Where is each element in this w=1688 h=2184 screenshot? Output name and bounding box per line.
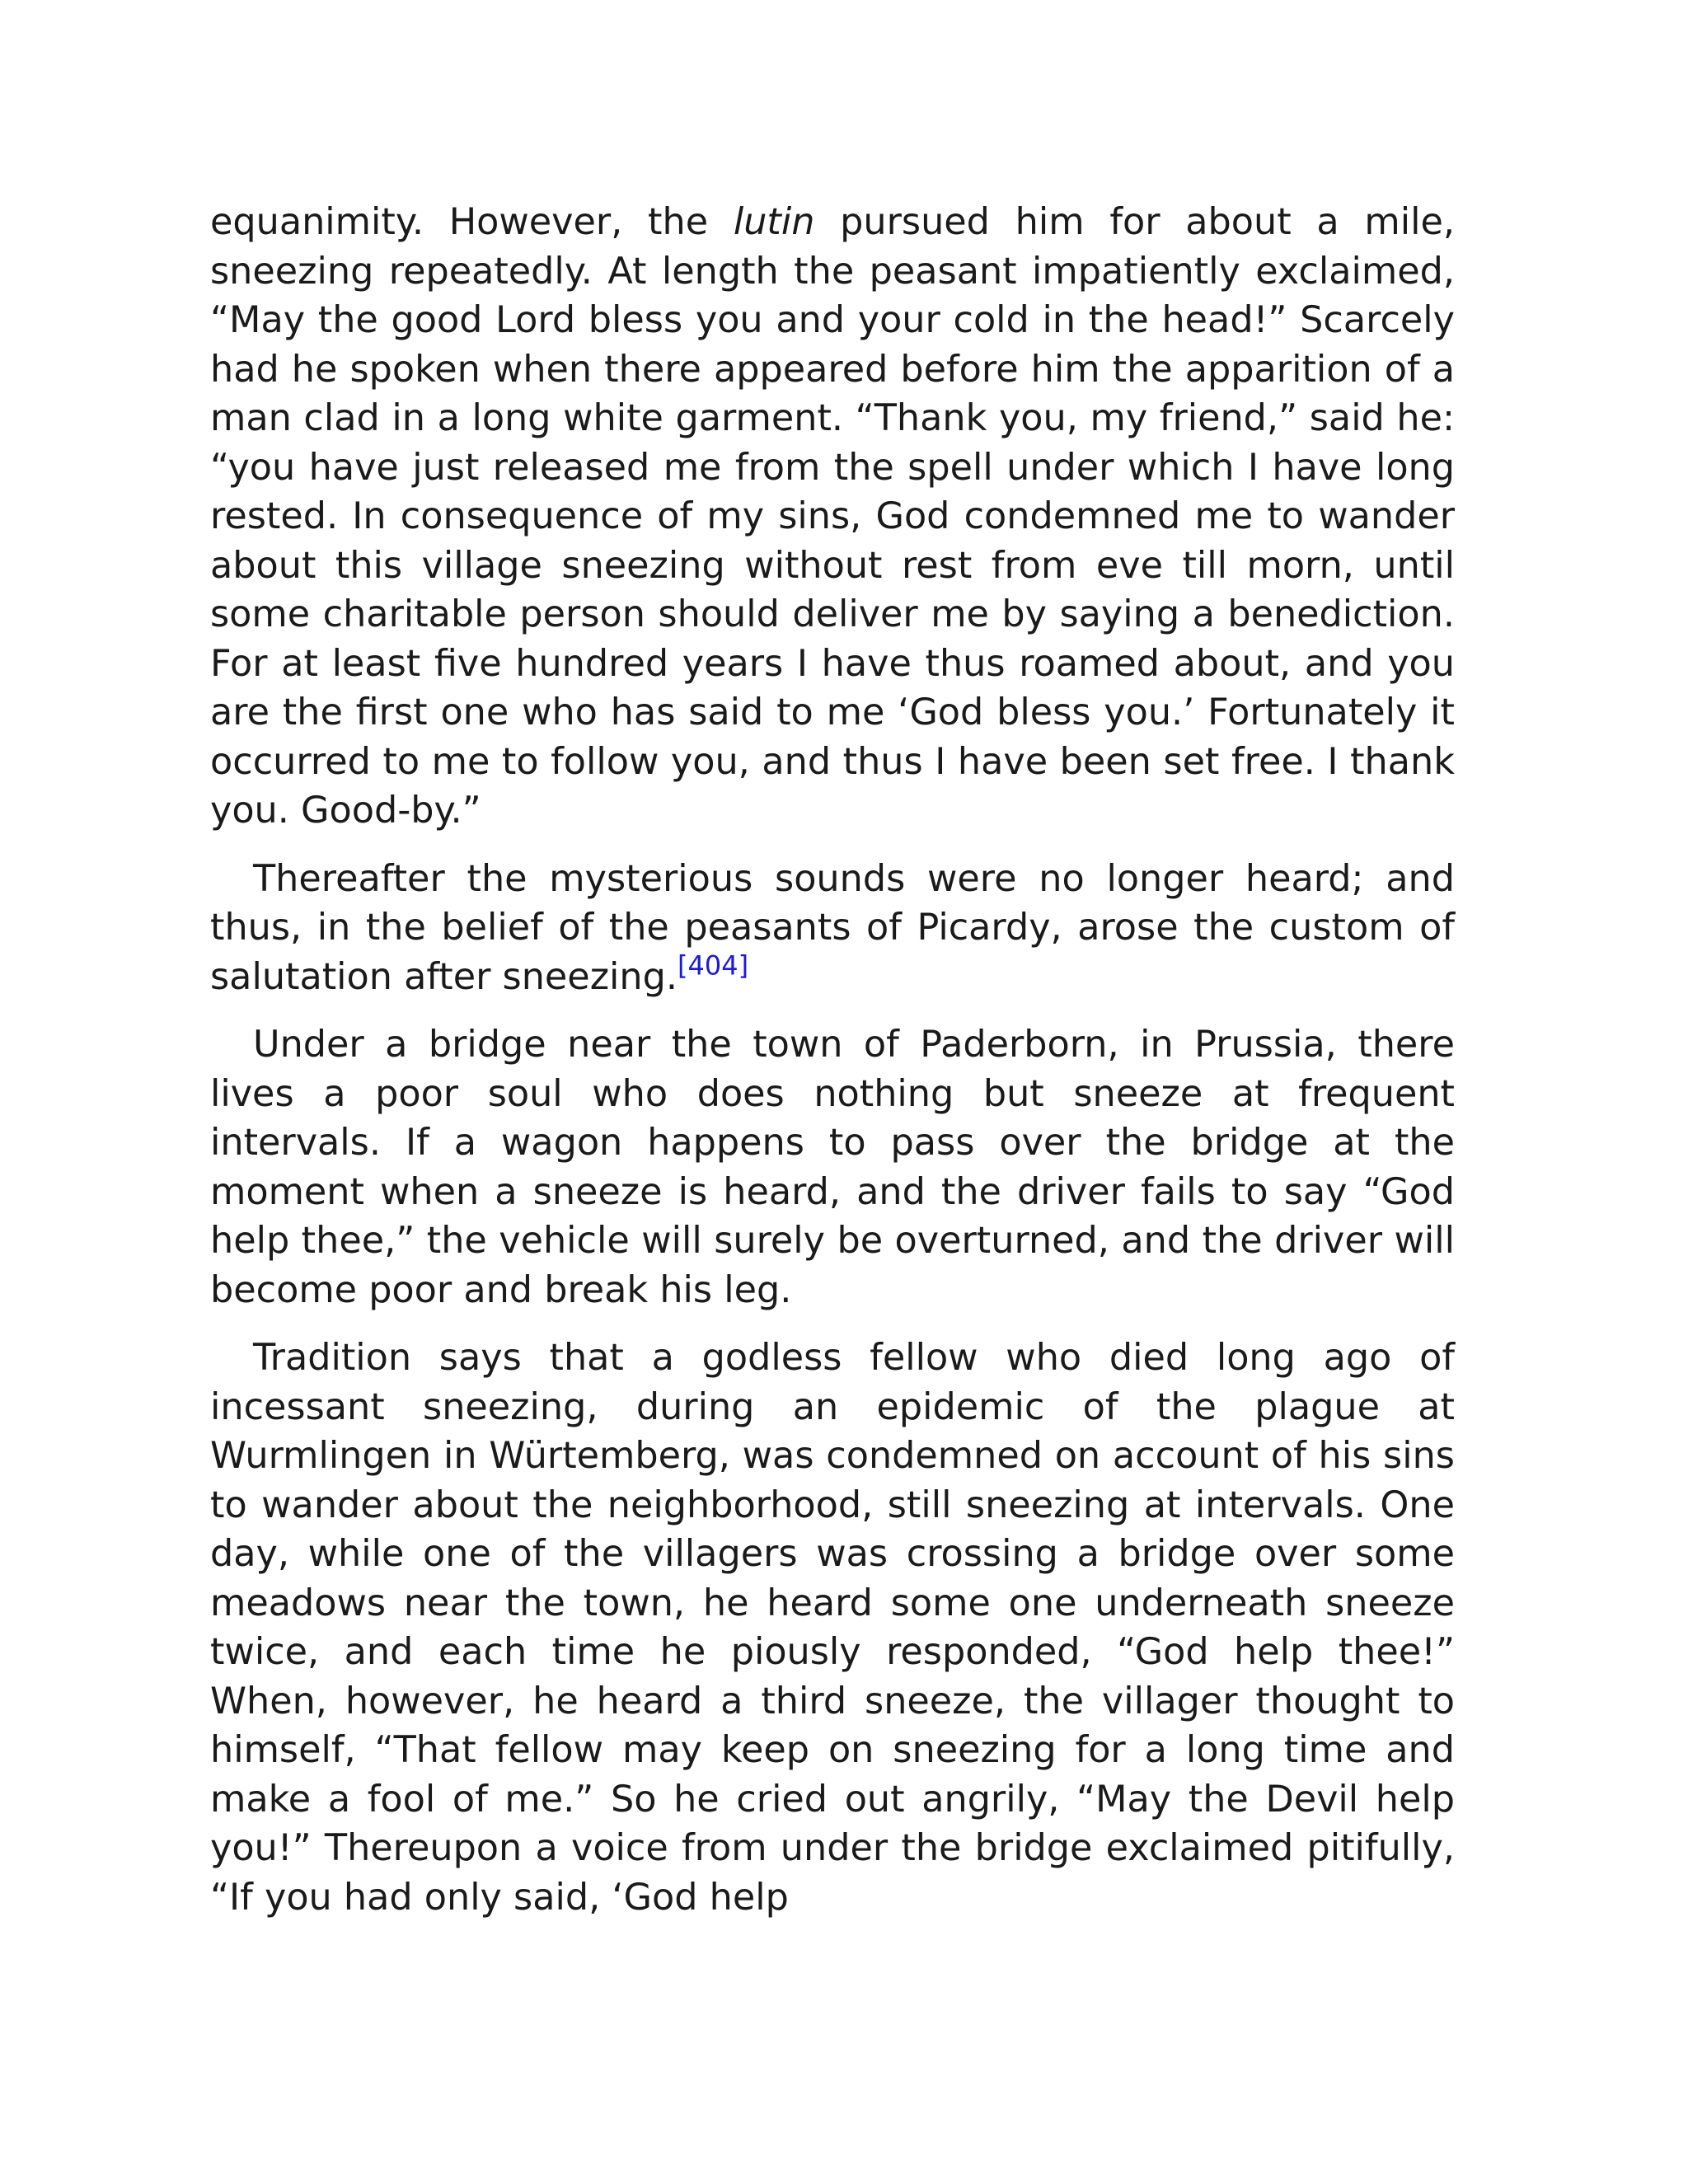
italic-term-lutin: lutin bbox=[733, 201, 815, 243]
paragraph-text: Thereafter the mysterious sounds were no longer heard; and thus, in the belief of the peasants of Picardy, arose the custom of salutation after sneezing. bbox=[210, 857, 1455, 998]
paragraph-text: Under a bridge near the town of Paderborn, in Prussia, there lives a poor soul who does nothing but sneeze at frequent intervals. If a wagon happens to pass over the bridge at the moment when a sneeze is heard, and the driver fails to say “God help thee,” the vehicle will surely be overturned, and the driver will become poor and break his leg. bbox=[210, 1024, 1455, 1311]
paragraph-paderborn-bridge bbox=[210, 1020, 1455, 1315]
footnote-link-404[interactable]: [404] bbox=[678, 949, 749, 981]
paragraph-text: Tradition says that a godless fellow who died long ago of incessant sneezing, during an epidemic of the plague at Wurmlingen in Würtemberg, was condemned on account of his sins to wander about the neighborhood, still sneezing at intervals. One day, while one of the villagers was crossing a bridge over some meadows near the town, he heard some one underneath sneeze twice, and each time he piously responded, “God help thee!” When, however, he heard a third sneeze, the villager thought to himself, “That fellow may keep on sneezing for a long time and make a fool of me.” So he cried out angrily, “May the Devil help you!” Thereupon a voice from under the bridge exclaimed pitifully, “If you had only said, ‘God help bbox=[210, 1337, 1455, 1919]
paragraph-wurmlingen-tradition bbox=[210, 1333, 1455, 1922]
page-body bbox=[210, 198, 1455, 1941]
paragraph-text: equanimity. However, the bbox=[210, 201, 734, 243]
paragraph-text: pursued him for about a mile, sneezing repeatedly. At length the peasant impatiently exclaimed, “May the good Lord bless you and your cold in the head!” Scarcely had he spoken when there appeared before him the apparition of a man clad in a long white garment. “Thank you, my friend,” said he: “you have just released me from the spell under which I have long rested. In consequence of my sins, God condemned me to wander about this village sneezing without rest from eve till morn, until some charitable person should deliver me by saying a benediction. For at least five hundred years I have thus roamed about, and you are the first one who has said to me ‘God bless you.’ Fortunately it occurred to me to follow you, and thus I have been set free. I thank you. Good-by.” bbox=[210, 201, 1455, 832]
paragraph-picardy-custom bbox=[210, 855, 1455, 1002]
paragraph-lutin-story bbox=[210, 198, 1455, 836]
